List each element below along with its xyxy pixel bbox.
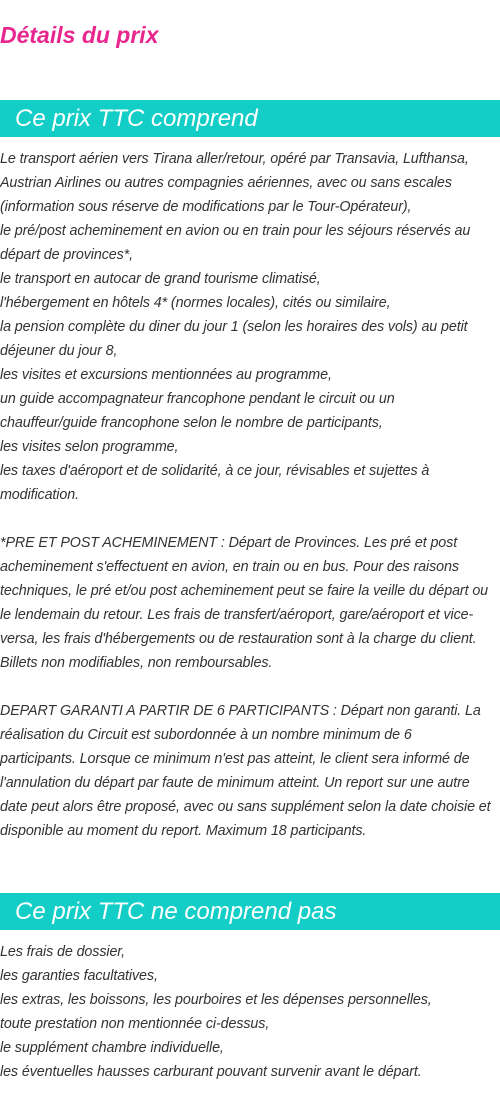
text-line: modification. xyxy=(0,487,79,503)
includes-section-header: Ce prix TTC comprend xyxy=(0,100,500,137)
text-line: *PRE ET POST ACHEMINEMENT : Départ de Provinces. Les pré et post xyxy=(0,535,458,551)
text-line: la pension complète du diner du jour 1 (selon les horaires des vols) au petit xyxy=(0,319,468,335)
text-line: le transport en autocar de grand tourisme climatisé, xyxy=(0,271,321,287)
text-line: (information sous réserve de modifications par le Tour-Opérateur), xyxy=(0,199,412,215)
text-line: le supplément chambre individuelle, xyxy=(0,1040,224,1056)
text-line: un guide accompagnateur francophone pendant le circuit ou un xyxy=(0,391,395,407)
text-line: participants. Lorsque ce minimum n'est pas atteint, le client sera informé de xyxy=(0,751,470,767)
text-line: Les frais de dossier, xyxy=(0,944,126,960)
text-line: l'annulation du départ par faute de minimum atteint. Un report sur une autre xyxy=(0,775,470,791)
text-line: Le transport aérien vers Tirana aller/retour, opéré par Transavia, Lufthansa, xyxy=(0,151,469,167)
text-line: les extras, les boissons, les pourboires et les dépenses personnelles, xyxy=(0,992,432,1008)
text-line: versa, les frais d'hébergements ou de restauration sont à la charge du client. xyxy=(0,631,477,647)
text-line: réalisation du Circuit est subordonnée à un nombre minimum de 6 xyxy=(0,727,412,743)
text-line: techniques, le pré et/ou post acheminement peut se faire la veille du départ ou xyxy=(0,583,489,599)
includes-section-text xyxy=(0,147,500,843)
excludes-section-header: Ce prix TTC ne comprend pas xyxy=(0,893,500,930)
text-line: le pré/post acheminement en avion ou en train pour les séjours réservés au xyxy=(0,223,471,239)
paragraph-spacer xyxy=(0,507,500,531)
text-line: le lendemain du retour. Les frais de transfert/aéroport, gare/aéroport et vice- xyxy=(0,607,474,623)
page-title: Détails du prix xyxy=(0,22,159,48)
text-line: Billets non modifiables, non remboursables. xyxy=(0,655,273,671)
text-line: disponible au moment du report. Maximum 18 participants. xyxy=(0,823,367,839)
text-line: déjeuner du jour 8, xyxy=(0,343,118,359)
excludes-section-text xyxy=(0,940,500,1084)
text-line: les taxes d'aéroport et de solidarité, à ce jour, révisables et sujettes à xyxy=(0,463,430,479)
text-line: Austrian Airlines ou autres compagnies aériennes, avec ou sans escales xyxy=(0,175,452,191)
text-line: toute prestation non mentionnée ci-dessus, xyxy=(0,1016,270,1032)
text-line: départ de provinces*, xyxy=(0,247,134,263)
text-line: DEPART GARANTI A PARTIR DE 6 PARTICIPANTS : Départ non garanti. La xyxy=(0,703,481,719)
paragraph-spacer xyxy=(0,675,500,699)
text-line: les éventuelles hausses carburant pouvant survenir avant le départ. xyxy=(0,1064,422,1080)
text-line: chauffeur/guide francophone selon le nombre de participants, xyxy=(0,415,383,431)
text-line: les garanties facultatives, xyxy=(0,968,158,984)
text-line: acheminement s'effectuent en avion, en train ou en bus. Pour des raisons xyxy=(0,559,459,575)
text-line: date peut alors être proposé, avec ou sans supplément selon la date choisie et xyxy=(0,799,491,815)
text-line: les visites et excursions mentionnées au programme, xyxy=(0,367,332,383)
text-line: l'hébergement en hôtels 4* (normes locales), cités ou similaire, xyxy=(0,295,391,311)
text-line: les visites selon programme, xyxy=(0,439,179,455)
